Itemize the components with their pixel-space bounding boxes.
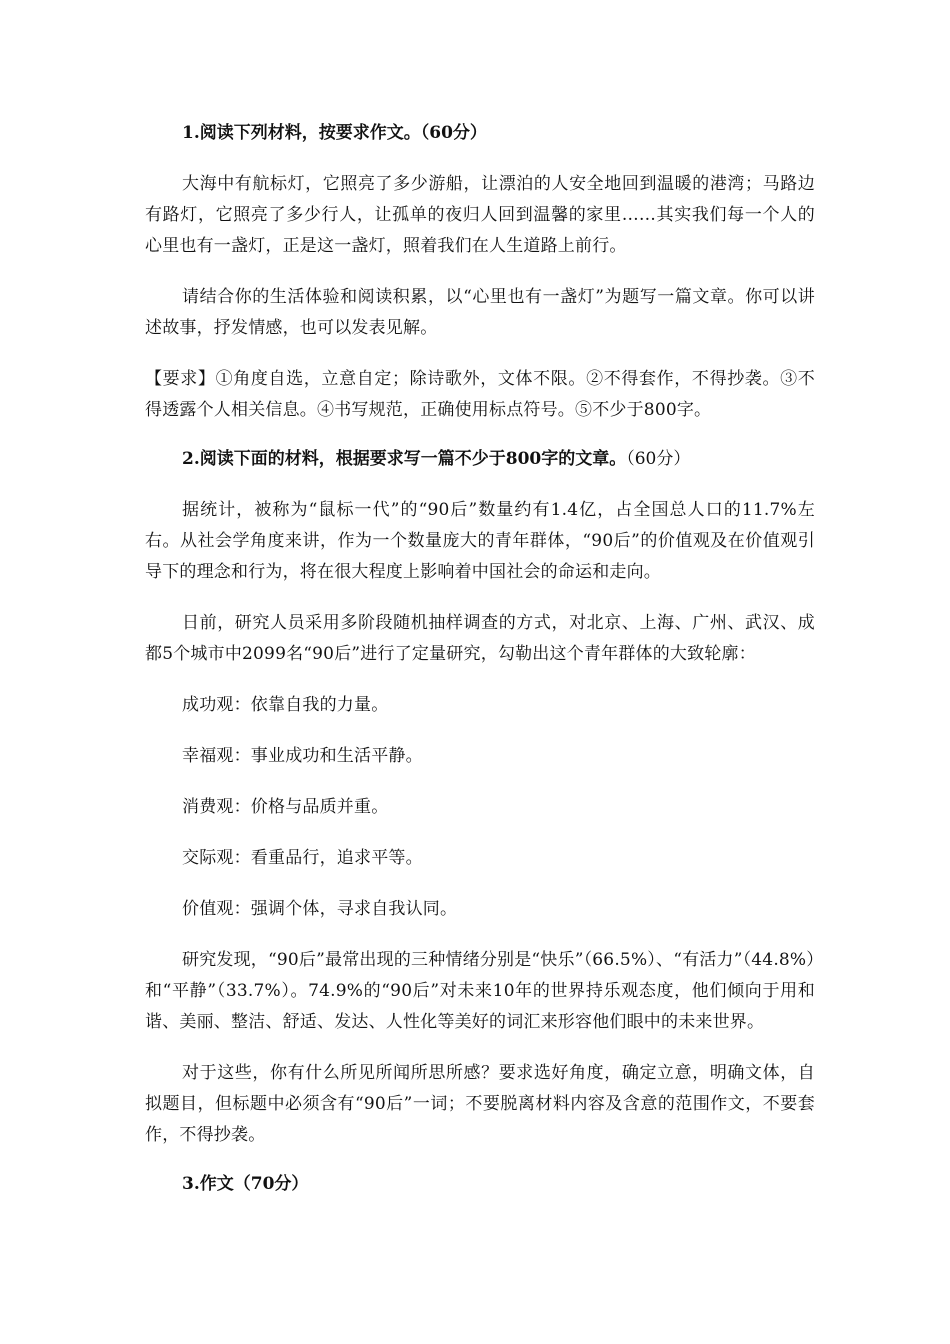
question-2-title [145,446,815,472]
view-values: 价值观：强调个体，寻求自我认同。 [182,899,458,919]
view-consumption: 消费观：价格与品质并重。 [182,797,389,817]
question-3-title: 3.作文（70分） [182,1174,309,1194]
view-happiness: 幸福观：事业成功和生活平静。 [182,746,423,766]
question-2-title-text: 2.阅读下面的材料，根据要求写一篇不少于800字的文章。 [182,449,627,469]
view-success: 成功观：依靠自我的力量。 [182,695,389,715]
question-2-score: （60分） [626,449,691,469]
question-1-title: 1.阅读下列材料，按要求作文。（60分） [182,123,487,143]
question-1-prompt: 请结合你的生活体验和阅读积累，以“心里也有一盏灯”为题写一篇文章。你可以讲述故事，抒发情感，也可以发表见解。 [145,287,815,338]
question-2-paragraph-1: 据统计，被称为“鼠标一代”的“90后”数量约有1.4亿，占全国总人口的11.7%左右。从社会学角度来讲，作为一个数量庞大的青年群体，“90后”的价值观及在价值观引导下的理念和行为，将在很大程度上影响着中国社会的命运和走向。 [145,500,815,582]
question-2-paragraph-2: 日前，研究人员采用多阶段随机抽样调查的方式，对北京、上海、广州、武汉、成都5个城市中2099名“90后”进行了定量研究，勾勒出这个青年群体的大致轮廓： [145,613,815,664]
question-2-paragraph-4: 对于这些，你有什么所见所闻所思所感？要求选好角度，确定立意，明确文体，自拟题目，但标题中必须含有“90后”一词；不要脱离材料内容及含意的范围作文，不要套作，不得抄袭。 [145,1063,815,1145]
document-body [145,120,815,1197]
question-1-requirements: 【要求】①角度自选，立意自定；除诗歌外，文体不限。②不得套作，不得抄袭。③不得透露个人相关信息。④书写规范，正确使用标点符号。⑤不少于800字。 [145,369,815,420]
question-1-material: 大海中有航标灯，它照亮了多少游船，让漂泊的人安全地回到温暖的港湾；马路边有路灯，它照亮了多少行人，让孤单的夜归人回到温馨的家里……其实我们每一个人的心里也有一盏灯，正是这一盏灯，照着我们在人生道路上前行。 [145,174,815,256]
question-2-paragraph-3: 研究发现，“90后”最常出现的三种情绪分别是“快乐”（66.5%）、“有活力”（44.8%）和“平静”（33.7%）。74.9%的“90后”对未来10年的世界持乐观态度，他们倾向于用和谐、美丽、整洁、舒适、发达、人性化等美好的词汇来形容他们眼中的未来世界。 [145,950,815,1032]
view-social: 交际观：看重品行，追求平等。 [182,848,423,868]
